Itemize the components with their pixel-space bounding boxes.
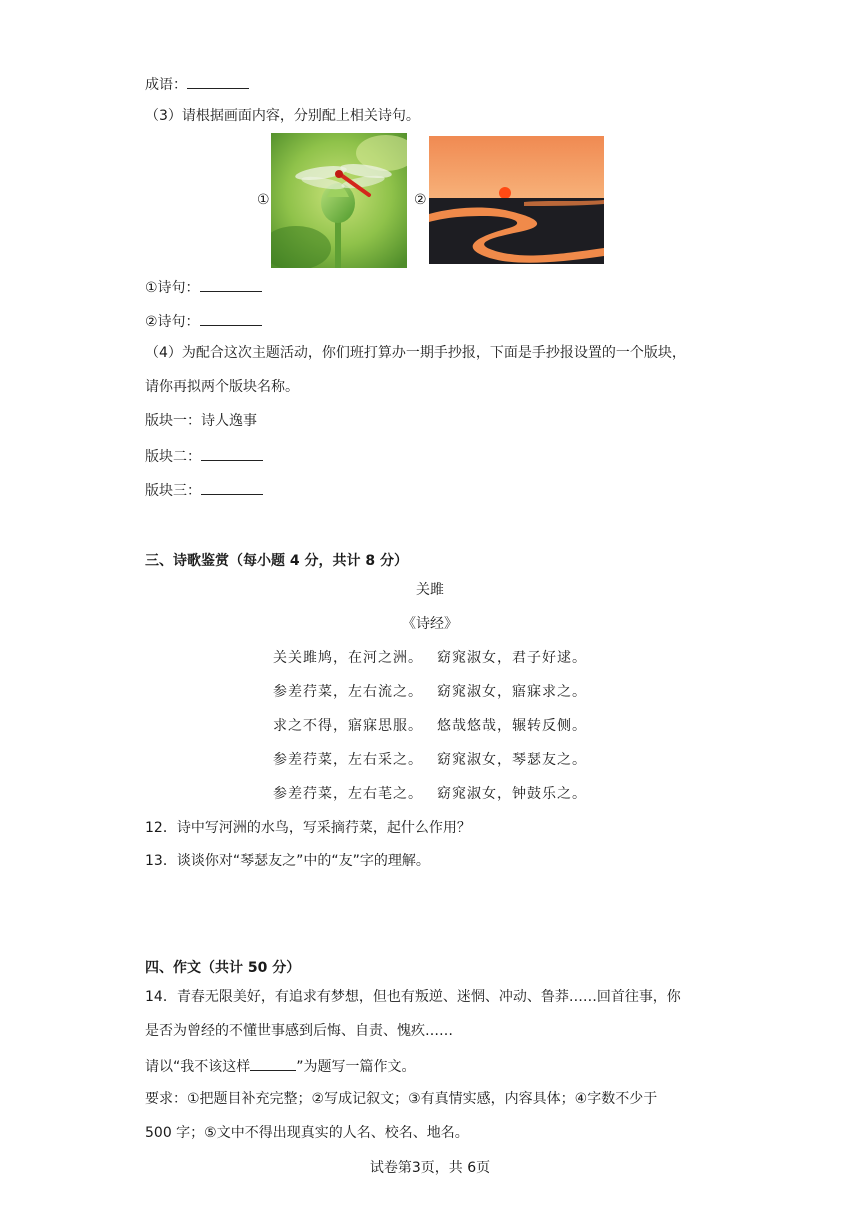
question-14-line-2: 是否为曾经的不懂世事感到后悔、自责、愧疚…… — [145, 1023, 453, 1039]
block-3-label: 版块三： — [145, 483, 201, 499]
block-2-blank[interactable] — [201, 445, 263, 461]
requirements-line-1: 要求：①把题目补充完整；②写成记叙文；③有真情实感，内容具体；④字数不少于 — [145, 1091, 658, 1107]
question-14-line-1: 14．青春无限美好，有追求有梦想，但也有叛逆、迷惘、冲动、鲁莽……回首往事，你 — [145, 989, 681, 1005]
section-4-heading: 四、作文（共计 50 分） — [145, 960, 301, 976]
poem-line-first-half: 关关雎鸠，在河之洲。 — [273, 650, 423, 666]
q4-prompt-line-1: （4）为配合这次主题活动，你们班打算办一期手抄报，下面是手抄报设置的一个版块， — [145, 345, 686, 361]
block-1: 版块一：诗人逸事 — [145, 413, 257, 429]
question-13: 13．谈谈你对“琴瑟友之”中的“友”字的理解。 — [145, 853, 430, 869]
requirements-line-2: 500 字；⑤文中不得出现真实的人名、校名、地名。 — [145, 1125, 469, 1141]
poem-line — [0, 716, 860, 736]
block-3 — [145, 479, 263, 501]
poem-line-second-half: 悠哉悠哉，辗转反侧。 — [437, 718, 587, 734]
poem-line-second-half: 窈窕淑女，寤寐求之。 — [437, 684, 587, 700]
block-2-label: 版块二： — [145, 449, 201, 465]
q4-prompt-line-2: 请你再拟两个版块名称。 — [145, 379, 299, 395]
q3-answer-1 — [145, 276, 262, 298]
poem-line — [0, 750, 860, 770]
poem-line — [0, 682, 860, 702]
poem-line-second-half: 窈窕淑女，君子好逑。 — [437, 650, 587, 666]
poem-source: 《诗经》 — [402, 616, 458, 632]
poem-line — [0, 648, 860, 668]
poem-title: 关雎 — [416, 582, 444, 598]
dragonfly-lotus-image — [271, 133, 407, 268]
idiom-label: 成语： — [145, 77, 187, 93]
idiom-blank[interactable] — [187, 73, 249, 89]
page-footer: 试卷第3页，共 6页 — [369, 1160, 491, 1176]
sunset-river-image — [429, 136, 604, 264]
poem-line-first-half: 求之不得，寤寐思服。 — [273, 718, 423, 734]
poem-line — [0, 784, 860, 804]
q3-answer-2 — [145, 310, 262, 332]
poem-line-second-half: 窈窕淑女，钟鼓乐之。 — [437, 786, 587, 802]
answer-1-label: ①诗句： — [145, 280, 200, 296]
section-3-heading: 三、诗歌鉴赏（每小题 4 分，共计 8 分） — [145, 553, 408, 569]
question-12: 12．诗中写河洲的水鸟，写采摘荇菜，起什么作用？ — [145, 820, 471, 836]
essay-title-suffix: ”为题写一篇作文。 — [296, 1059, 416, 1075]
picture-marker-2: ② — [414, 192, 427, 208]
poem-line-first-half: 参差荇菜，左右流之。 — [273, 684, 423, 700]
essay-title-prefix: 请以“我不该这样 — [145, 1059, 251, 1075]
answer-1-blank[interactable] — [200, 276, 262, 292]
poem-line-first-half: 参差荇菜，左右芼之。 — [273, 786, 423, 802]
block-3-blank[interactable] — [201, 479, 263, 495]
idiom-answer-line — [145, 73, 249, 95]
poem-line-second-half: 窈窕淑女，琴瑟友之。 — [437, 752, 587, 768]
q3-prompt: （3）请根据画面内容，分别配上相关诗句。 — [145, 108, 420, 124]
answer-2-blank[interactable] — [200, 310, 262, 326]
block-2 — [145, 445, 263, 467]
poem-line-first-half: 参差荇菜，左右采之。 — [273, 752, 423, 768]
picture-marker-1: ① — [257, 192, 270, 208]
essay-title-blank[interactable] — [250, 1055, 296, 1071]
answer-2-label: ②诗句： — [145, 314, 200, 330]
essay-title-line — [145, 1055, 416, 1077]
